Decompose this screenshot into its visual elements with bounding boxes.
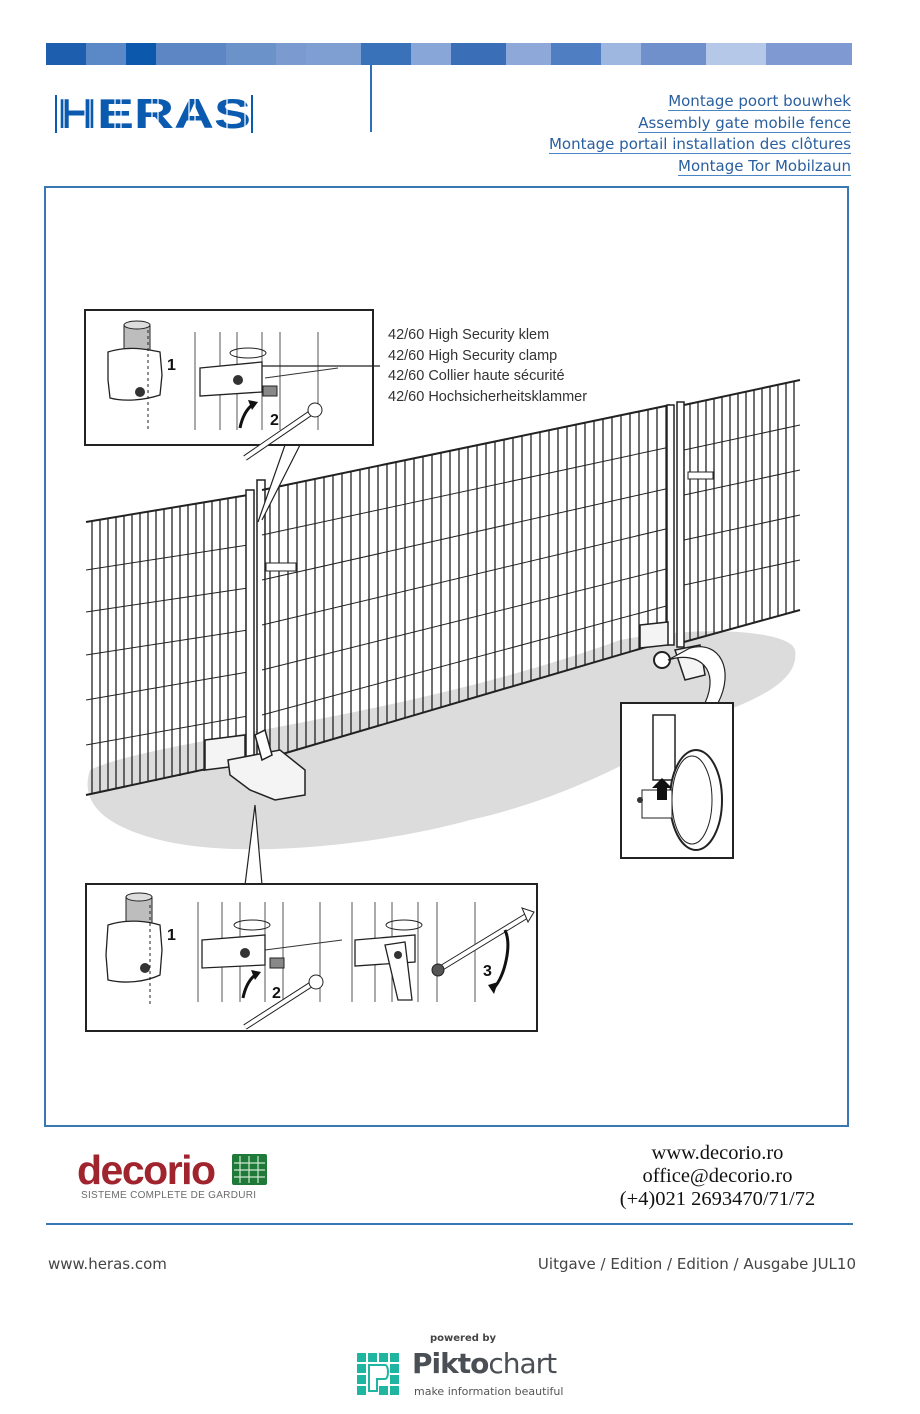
caption-german: 42/60 Hochsicherheitsklammer [388,388,588,405]
caption-dutch: 42/60 High Security klem [388,327,550,343]
title-english[interactable]: Assembly gate mobile fence [638,113,851,132]
dealer-website-link[interactable]: www.decorio.ro [651,1142,784,1164]
decorio-wordmark: decorio [77,1147,215,1193]
gate-post [246,490,254,770]
svg-text:2: 2 [272,985,281,1002]
edition-label: Uitgave / Edition / Edition / Ausgabe JUL10 [537,1255,856,1273]
piktochart-logo-icon [355,1351,405,1401]
gate-wheel [654,652,670,668]
caption-english: 42/60 High Security clamp [388,347,558,364]
dealer-phone: (+4)021 2693470/71/72 [619,1188,816,1210]
inset-top-clamp [85,310,380,458]
svg-text:2: 2 [270,412,279,429]
decorio-tagline: SISTEME COMPLETE DE GARDURI [81,1190,257,1201]
title-dutch[interactable]: Montage poort bouwhek [668,92,851,110]
piktochart-watermark[interactable] [355,1333,570,1403]
footer-divider [46,1223,853,1225]
piktochart-tagline: make information beautiful [414,1385,564,1398]
svg-text:HERAS: HERAS [57,95,251,133]
clamp-caption [388,325,587,407]
piktochart-wordmark: Piktochart [412,1347,557,1380]
fence-panel-right [684,380,800,642]
svg-text:1: 1 [167,357,176,374]
powered-by-label: powered by [430,1333,497,1344]
dealer-contact [590,1142,845,1211]
title-german[interactable]: Montage Tor Mobilzaun [678,156,851,175]
inset-wheel [621,703,733,858]
heras-website-link[interactable]: www.heras.com [48,1255,167,1273]
dealer-email-link[interactable]: office@decorio.ro [642,1165,793,1187]
svg-text:3: 3 [483,963,492,980]
title-french[interactable]: Montage portail installation des clôtures [548,135,851,153]
decorio-logo [77,1147,257,1201]
svg-text:1: 1 [167,927,176,944]
caption-french: 42/60 Collier haute sécurité [388,368,565,385]
fence-grid-icon [232,1154,267,1185]
inset-bottom-clamp [86,884,537,1031]
